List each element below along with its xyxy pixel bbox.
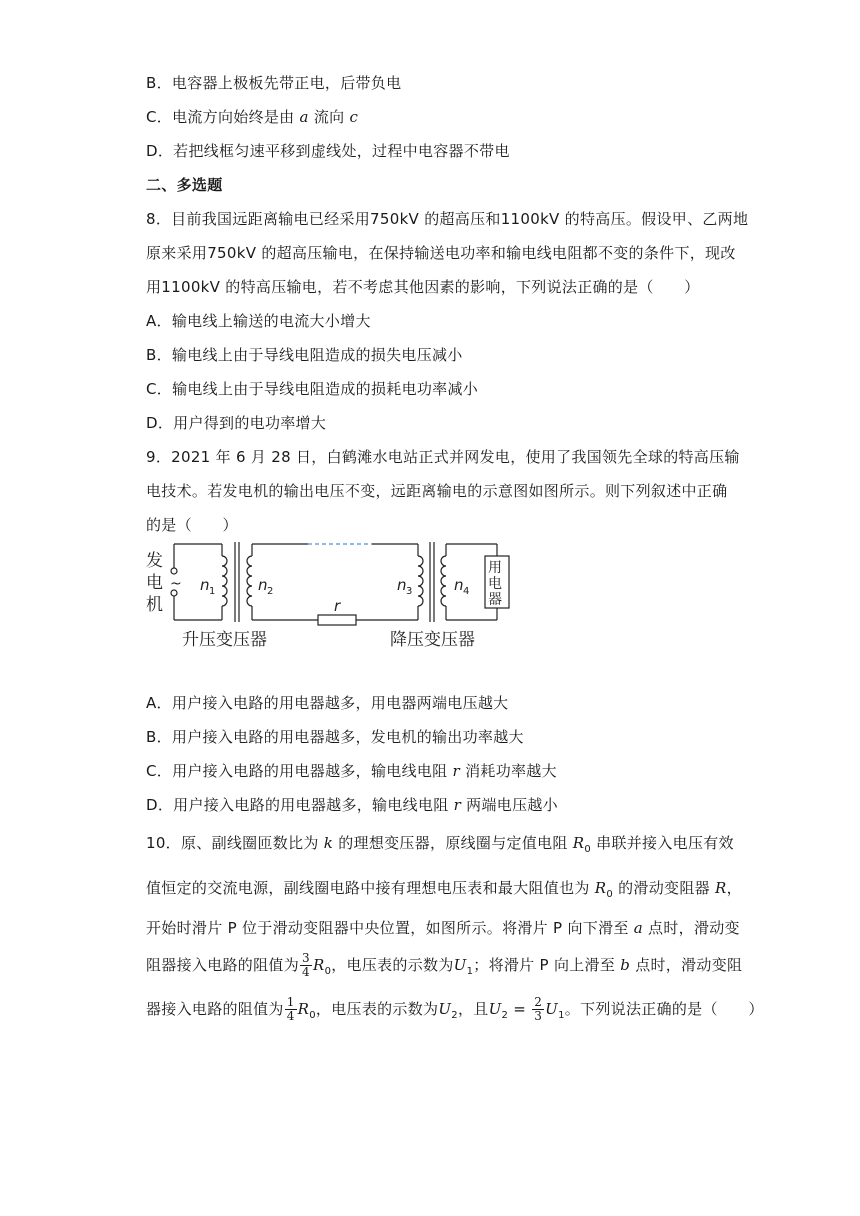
q9-option-a: A．用户接入电路的用电器越多，用电器两端电压越大 — [146, 694, 509, 712]
q8-option-a: A．输电线上输送的电流大小增大 — [146, 312, 371, 330]
q10-stem-line4: 阻器接入电路的阻值为 $\frac{3}{4}$ $R_0$，电压表的示数为$U_1$；将滑片 P 向上滑至 b 点时，滑动变阻 — [146, 951, 743, 979]
svg-text:n: n — [397, 576, 407, 594]
q7-option-b: B．电容器上极板先带正电，后带负电 — [146, 74, 402, 92]
q9-option-d: D．用户接入电路的用电器越多，输电线电阻 r 两端电压越小 — [146, 796, 558, 814]
svg-text:n: n — [200, 576, 210, 594]
q8-stem-line2: 原来采用750kV 的超高压输电，在保持输送电功率和输电线电阻都不变的条件下，现改 — [146, 244, 736, 262]
q8-stem-line3: 用1100kV 的特高压输电，若不考虑其他因素的影响，下列说法正确的是（ ） — [146, 278, 700, 296]
fraction-two-thirds: $\frac{2}{3}$ — [534, 995, 543, 1023]
svg-text:发: 发 — [146, 551, 163, 571]
q7-option-d: D．若把线框匀速平移到虚线处，过程中电容器不带电 — [146, 142, 510, 160]
transmission-circuit-diagram — [140, 538, 510, 654]
q9-stem-line1: 9．2021 年 6 月 28 日，白鹤滩水电站正式并网发电，使用了我国领先全球的特高压输 — [146, 448, 740, 466]
svg-text:机: 机 — [146, 595, 163, 615]
q8-option-b: B．输电线上由于导线电阻造成的损失电压减小 — [146, 346, 463, 364]
svg-text:n: n — [454, 576, 464, 594]
svg-text:3: 3 — [406, 586, 413, 597]
fraction-one-quarter: $\frac{1}{4}$ — [286, 995, 295, 1023]
q10-stem-line3: 开始时滑片 P 位于滑动变阻器中央位置，如图所示。将滑片 P 向下滑至 a 点时，滑动变 — [146, 919, 740, 937]
svg-text:2: 2 — [267, 586, 274, 597]
svg-text:用: 用 — [488, 560, 502, 576]
svg-text:电: 电 — [488, 576, 502, 592]
q10-stem-line2: 值恒定的交流电源，副线圈电路中接有理想电压表和最大阻值也为 $R_0$ 的滑动变阻器 R， — [146, 879, 742, 900]
svg-text:r: r — [334, 597, 341, 615]
svg-text:降压变压器: 降压变压器 — [390, 630, 475, 650]
q8-stem-line1: 8．目前我国远距离输电已经采用750kV 的超高压和1100kV 的特高压。假设甲、乙两地 — [146, 210, 749, 228]
q7-option-c: C．电流方向始终是由 a 流向 c — [146, 108, 359, 126]
svg-text:n: n — [258, 576, 268, 594]
section-title-multiple-choice: 二、多选题 — [146, 176, 223, 194]
svg-text:~: ~ — [170, 576, 182, 592]
q9-option-b: B．用户接入电路的用电器越多，发电机的输出功率越大 — [146, 728, 524, 746]
svg-text:电: 电 — [146, 573, 163, 593]
svg-text:升压变压器: 升压变压器 — [182, 630, 267, 650]
q9-stem-line2: 电技术。若发电机的输出电压不变，远距离输电的示意图如图所示。则下列叙述中正确 — [146, 482, 728, 500]
q10-stem-line5: 器接入电路的阻值为 $\frac{1}{4}$ $R_0$，电压表的示数为$U_2$，且$U_2$ = $\frac{2}{3}$ $U_1$。下列说法正确的是（ ） — [146, 995, 764, 1023]
q10-stem-line1: 10．原、副线圈匝数比为 k 的理想变压器，原线圈与定值电阻 $R_0$ 串联并接入电压有效 — [146, 834, 734, 855]
svg-text:4: 4 — [463, 586, 470, 597]
svg-text:1: 1 — [209, 586, 216, 597]
q8-option-d: D．用户得到的电功率增大 — [146, 414, 327, 432]
svg-text:器: 器 — [488, 592, 502, 608]
fraction-three-quarters: $\frac{3}{4}$ — [302, 951, 310, 979]
q9-stem-line3: 的是（ ） — [146, 516, 238, 534]
q9-option-c: C．用户接入电路的用电器越多，输电线电阻 r 消耗功率越大 — [146, 762, 557, 780]
q8-option-c: C．输电线上由于导线电阻造成的损耗电功率减小 — [146, 380, 479, 398]
